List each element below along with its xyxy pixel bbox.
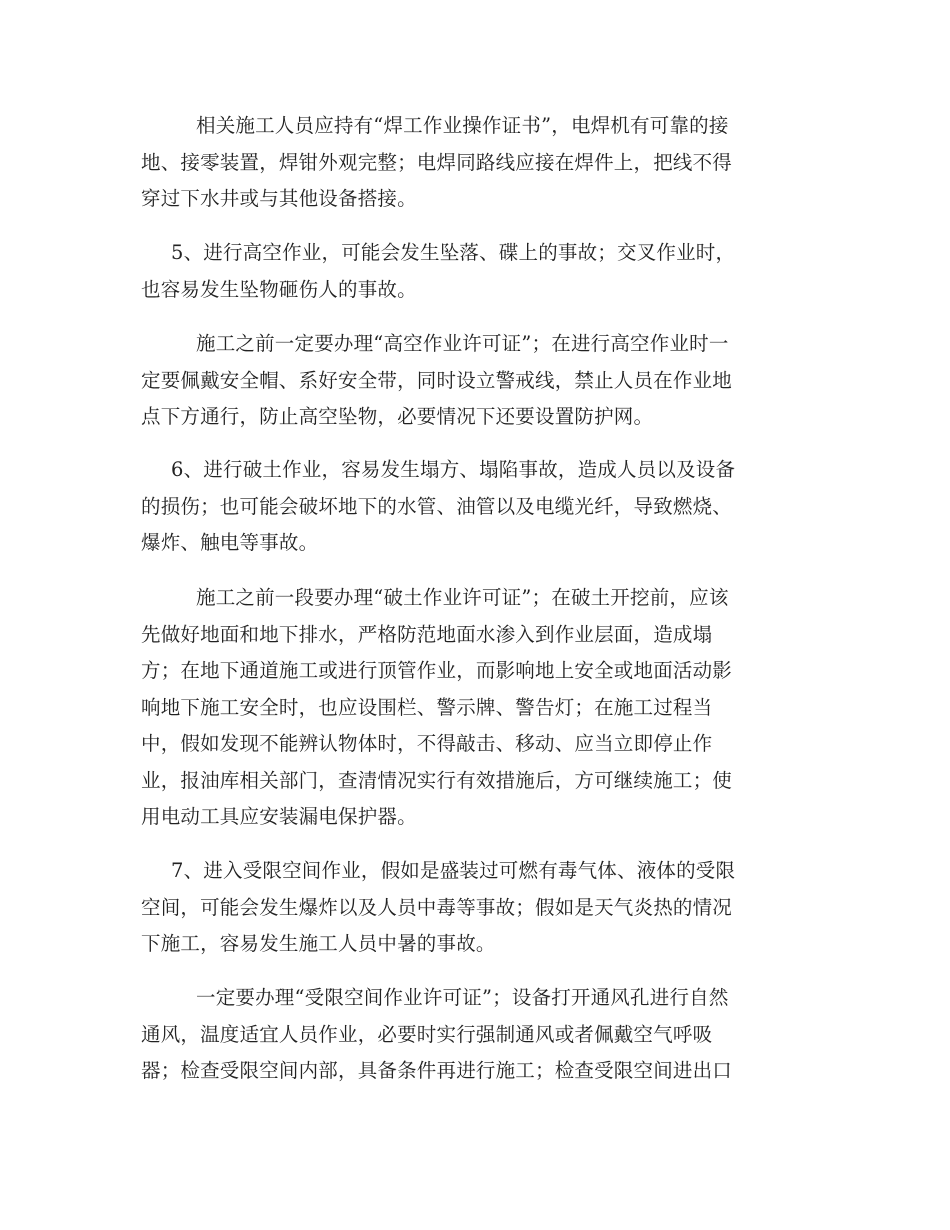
text-line: 定要佩戴安全帽、系好安全带，同时设立警戒线，禁止人员在作业地: [141, 368, 733, 392]
text-line: 通风，温度适宜人员作业，必要时实行强制通风或者佩戴空气呼吸: [141, 1022, 713, 1046]
text-line: 响地下施工安全时，也应设围栏、警示牌、警告灯；在施工过程当: [141, 695, 713, 719]
paragraph-confined-space-permit: [141, 980, 811, 1090]
paragraph-item-7-confined-space: [141, 853, 811, 963]
text-line: 业，报油库相关部门，查清情况实行有效措施后，方可继续施工；使: [141, 768, 733, 792]
text-line: 方；在地下通道施工或进行顶管作业，而影响地上安全或地面活动影: [141, 659, 733, 682]
text-line: 空间，可能会发生爆炸以及人员中毒等事故；假如是天气炎热的情况: [141, 895, 733, 919]
text-line: 下施工，容易发生施工人员中暑的事故。: [141, 932, 496, 955]
paragraph-excavation-permit: [141, 580, 811, 836]
text-line: 一定要办理“受限空间作业许可证”；设备打开通风孔进行自然: [196, 986, 729, 1009]
text-line: 用电动工具应安装漏电保护器。: [141, 805, 417, 828]
text-line: 爆炸、触电等事故。: [141, 531, 319, 554]
text-line: 施工之前一段要办理“破土作业许可证”；在破土开挖前，应该: [196, 586, 729, 609]
text-line: 先做好地面和地下排水，严格防范地面水渗入到作业层面，造成塌: [141, 622, 713, 646]
text-line: 的损伤；也可能会破坏地下的水管、油管以及电缆光纤，导致燃烧、: [141, 494, 733, 518]
text-line: 施工之前一定要办理“高空作业许可证”；在进行高空作业时一: [196, 332, 729, 355]
paragraph-high-altitude-permit: [141, 326, 811, 436]
paragraph-welding-requirements: [141, 108, 811, 218]
text-line: 7、进入受限空间作业，假如是盛装过可燃有毒气体、液体的受限: [171, 859, 736, 882]
text-line: 器；检查受限空间内部，具备条件再进行施工；检查受限空间进出口: [141, 1059, 733, 1082]
text-line: 中，假如发现不能辨认物体时，不得敲击、移动、应当立即停止作: [141, 732, 713, 755]
text-line: 点下方通行，防止高空坠物，必要情况下还要设置防护网。: [141, 405, 654, 428]
text-line: 6、进行破土作业，容易发生塌方、塌陷事故，造成人员以及设备: [171, 458, 736, 481]
text-line: 也容易发生坠物砸伤人的事故。: [141, 277, 417, 301]
text-line: 穿过下水井或与其他设备搭接。: [141, 187, 417, 210]
paragraph-item-6-excavation-work: [141, 452, 811, 562]
text-line: 地、接零装置，焊钳外观完整；电焊同路线应接在焊件上，把线不得: [141, 150, 733, 174]
text-line: 5、进行高空作业，可能会发生坠落、碟上的事故；交叉作业时，: [171, 241, 736, 264]
text-line: 相关施工人员应持有“焊工作业操作证书”，电焊机有可靠的接: [196, 114, 729, 137]
paragraph-item-5-high-altitude-work: [141, 235, 811, 308]
